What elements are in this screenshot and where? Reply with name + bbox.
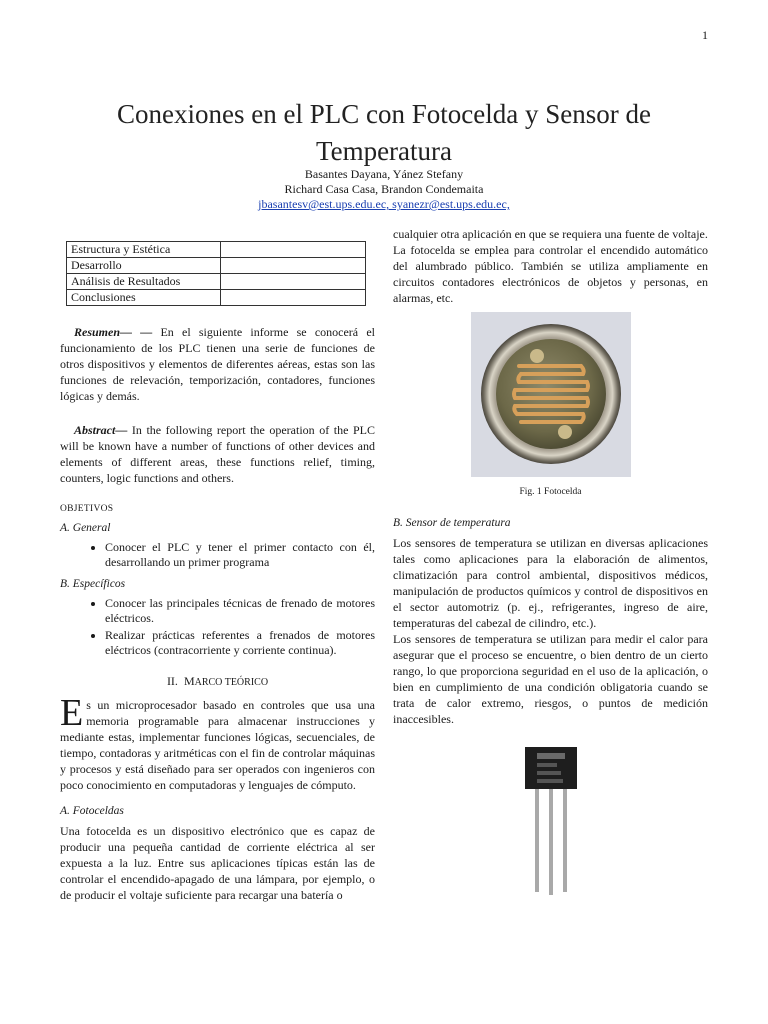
marco-intro-text: s un microprocesador basado en controles que usa una memoria programable para almacenar instrucciones y mediante estas, implementar funciones lógicas, secuenciales, de tiempo, contadoras y aritméticas con el fin de controlar máquinas y procesos y está diseñado para ser operados con ingenieros con poco conocimiento en computadoras y lenguajes de cómputo. [60,698,375,792]
resumen-text: En el siguiente informe se conocerá el funcionamiento de los PLC tienen una serie de funciones de otros dispositivos y elementos de diferentes aéreas, estas son las funciones de relevación, temporización, contadores, funciones lógicas y demás. [60,325,375,403]
rubric-score-cell [221,274,366,290]
right-column [393,226,708,907]
author-line-1: Basantes Dayana, Yánez Stefany [304,167,464,181]
sensor-marking [537,771,561,775]
specific-objectives-list [60,596,375,658]
table-row [67,290,366,306]
fotoceldas-paragraph: Una fotocelda es un dispositivo electrónico que es capaz de producir una pequeña cantidad de corriente eléctrica al ser expuesta a la luz. Entre sus aplicaciones típicas están las de controlar el encendido-apagado de una lámpara, por ejemplo, o de producir el voltaje suficiente para recargar una batería o [60,824,375,902]
photocell-contact-pad [530,349,544,363]
rubric-criterion: Conclusiones [67,290,221,306]
section-title-initial: M [183,674,195,688]
table-row [67,242,366,258]
page-number: 1 [702,28,708,42]
resumen-paragraph [60,324,375,404]
author-emails-link[interactable]: jbasantesv@est.ups.edu.ec, syanezr@est.ups.edu.ec, [258,197,510,211]
author-block [60,167,708,212]
rubric-criterion: Estructura y Estética [67,242,221,258]
list-item: • Realizar prácticas referentes a frenados de motores eléctricos (contracorriente y corriente continua). [105,628,375,658]
paper-title: Conexiones en el PLC con Fotocelda y Sensor de Temperatura [117,99,651,166]
list-item: • Conocer las principales técnicas de frenado de motores eléctricos. [105,596,375,626]
photocell-figure [471,312,631,477]
rubric-criterion: Desarrollo [67,258,221,274]
section-heading-marco [60,674,375,689]
fotocelda-uses-paragraph: La fotocelda se emplea para controlar el encendido automático del alumbrado público. También se utiliza ampliamente en circuitos contadores electrónicos de objetos y personas, en alarmas, etc. [393,243,708,305]
section-title-rest: ARCO TEÓRICO [194,677,269,688]
photocell-contact-pad [558,425,572,439]
sensor-paragraph-1: Los sensores de temperatura se utilizan en diversas aplicaciones tales como aplicaciones para la elaboración de alimentos, climatización para control ambiental, dispositivos médicos, manipulación de productos químicos y control de dispositivos en el sector automotriz (p. ej., refrigerantes, ingreso de aire, temperaturas del cabezal de cilindro, etc.). [393,536,708,630]
table-row [67,274,366,290]
abstract-paragraph [60,422,375,486]
temperature-sensor-figure [481,737,621,907]
specific-heading: B. Específicos [60,578,126,590]
table-row [67,258,366,274]
grading-rubric-table [66,241,366,306]
sensor-marking [537,779,563,783]
sensor-heading: B. Sensor de temperatura [393,517,511,529]
sensor-marking [537,763,557,767]
general-objectives-list [60,540,375,570]
objectives-heading: OBJETIVOS [60,504,114,514]
left-column [60,241,375,903]
rubric-score-cell [221,290,366,306]
marco-intro-paragraph [60,692,375,793]
rubric-score-cell [221,242,366,258]
continuation-paragraph: cualquier otra aplicación en que se requiera una fuente de voltaje. [393,227,708,241]
sensor-paragraph-2: Los sensores de temperatura se utilizan para medir el calor para asegurar que el proceso se encuentre, o bien dentro de un cierto rango, lo que proporciona seguridad en el uso de la aplicación, o bien en cumplimiento de una condición obligatoria cuando se trata de calor extremo, riesgos, o puntos de medición inaccesibles. [393,632,708,726]
section-number: II. [166,674,178,688]
rubric-criterion: Análisis de Resultados [67,274,221,290]
general-heading: A. General [60,522,111,534]
drop-cap: E [60,692,84,734]
resumen-label: Resumen— — [74,325,153,339]
fotoceldas-heading: A. Fotoceldas [60,805,124,817]
rubric-score-cell [221,258,366,274]
abstract-label: Abstract— [74,423,128,437]
sensor-marking [537,753,565,759]
figure-caption: Fig. 1 Fotocelda [519,487,582,497]
abstract-text: In the following report the operation of the PLC will be known have a number of functions of other devices and elements of different areas, these functions relief, timing, counters, logic functions and others. [60,423,375,485]
list-item: • Conocer el PLC y tener el primer contacto con él, desarrollando un primer programa [105,540,375,570]
author-line-2: Richard Casa Casa, Brandon Condemaita [284,182,484,196]
